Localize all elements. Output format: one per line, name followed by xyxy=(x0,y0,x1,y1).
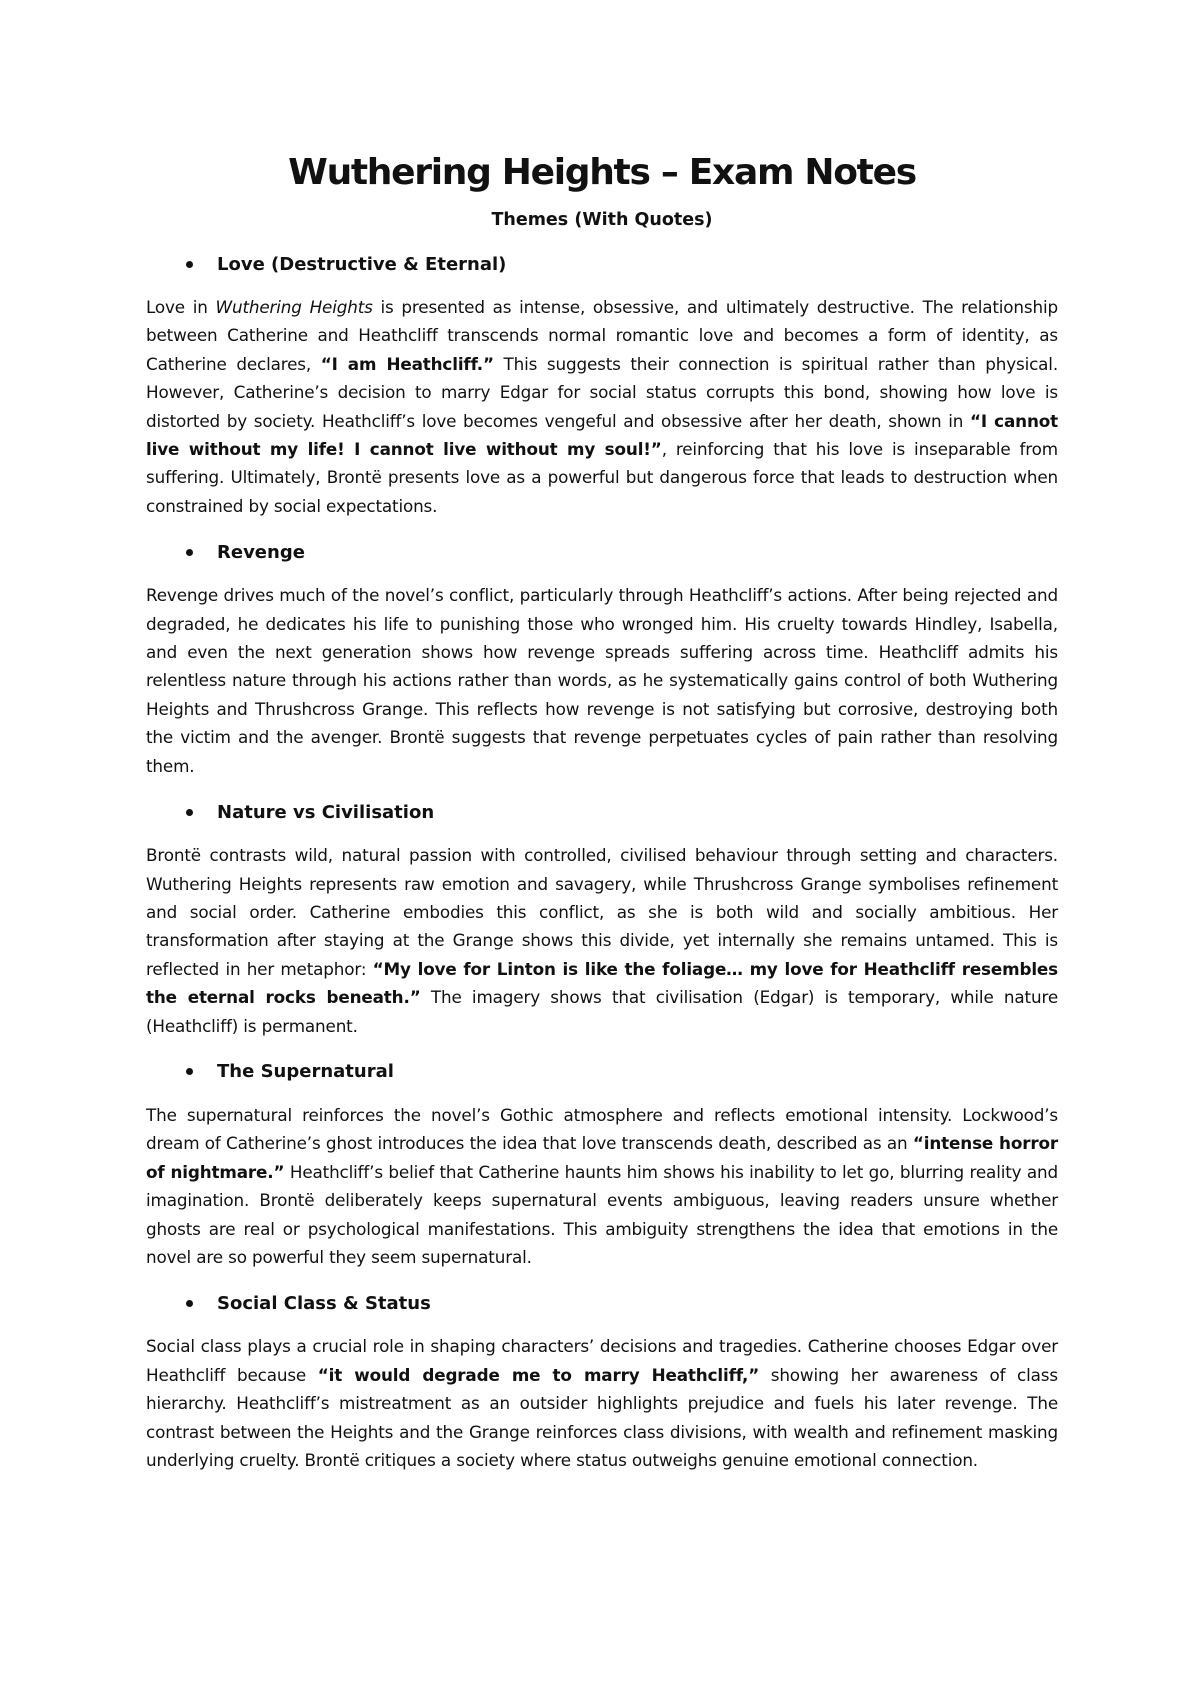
section-heading xyxy=(146,535,1058,569)
document-title: Wuthering Heights – Exam Notes xyxy=(288,152,916,193)
section-supernatural xyxy=(146,1055,1058,1271)
bullet-icon xyxy=(186,1300,193,1307)
quote-bold: “it would degrade me to marry Heathcliff,” xyxy=(317,1364,760,1385)
paragraph-text: is presented as intense, obsessive, and ultimately destructive. The relationship between Catherine and Heathcliff transcends normal romantic love and becomes a form of identity, as Catherine declares, xyxy=(146,297,1059,374)
bullet-icon xyxy=(186,1068,193,1075)
paragraph-text: This suggests their connection is spiritual rather than physical. However, Catherine’s decision to marry Edgar for social status corrupts this bond, showing how love is distorted by society. Heathcliff’s love becomes vengeful and obsessive after her death, shown in xyxy=(146,353,1059,431)
quote-bold: “intense horror of nightmare.” xyxy=(146,1133,1058,1182)
quote-bold: “I cannot live without my life! I cannot live without my soul!” xyxy=(146,410,1058,460)
section-heading-text: Love (Destructive & Eternal) xyxy=(217,253,507,275)
section-heading-text: Revenge xyxy=(217,541,305,563)
section-revenge xyxy=(146,535,1058,780)
paragraph-text: The supernatural reinforces the novel’s Gothic atmosphere and reflects emotional intensity. Lockwood’s dream of Catherine’s ghost introduces the idea that love transcends death, described as an xyxy=(146,1104,1058,1154)
section-heading xyxy=(146,1055,1058,1089)
bullet-icon xyxy=(186,261,193,268)
paragraph-text: Heathcliff’s belief that Catherine haunts him shows his inability to let go, blurring reality and imagination. Brontë deliberately keeps supernatural events ambiguous, leaving readers unsure whether ghosts are real or psychological manifestations. This ambiguity strengthens the idea that emotions in the novel are so powerful they seem supernatural. xyxy=(146,1161,1059,1267)
section-heading-text: Social Class & Status xyxy=(217,1292,431,1314)
paragraph-text: The imagery shows that civilisation (Edgar) is temporary, while nature (Heathcliff) is permanent. xyxy=(146,987,1059,1036)
section-paragraph xyxy=(146,581,1058,780)
section-paragraph xyxy=(146,1101,1058,1271)
document-subtitle: Themes (With Quotes) xyxy=(491,210,713,230)
quote-bold: “I am Heathcliff.” xyxy=(320,353,494,374)
section-heading-text: The Supernatural xyxy=(217,1061,394,1083)
novel-title-italic: Wuthering Heights xyxy=(215,297,373,317)
document-body xyxy=(146,150,1058,1474)
paragraph-text: Brontë contrasts wild, natural passion with controlled, civilised behaviour through setting and characters. Wuthering Heights represents raw emotion and savagery, while Thrushcross Grange symbolises refinement and social order. Catherine embodies this conflict, as she is both wild and socially ambitious. Her transformation after staying at the Grange shows this divide, yet internally she remains untamed. This is reflected in her metaphor: xyxy=(146,845,1058,979)
section-heading-text: Nature vs Civilisation xyxy=(217,801,435,823)
section-heading xyxy=(146,1286,1058,1320)
section-paragraph xyxy=(146,293,1058,520)
section-heading xyxy=(146,247,1058,281)
section-heading xyxy=(146,795,1058,829)
paragraph-text: , reinforcing that his love is inseparable from suffering. Ultimately, Brontë presents love as a powerful but dangerous force that leads to destruction when constrained by social expectations. xyxy=(146,439,1058,516)
section-paragraph xyxy=(146,1332,1058,1474)
section-love xyxy=(146,247,1058,520)
section-paragraph xyxy=(146,841,1058,1040)
paragraph-text: Love in xyxy=(146,297,216,317)
bullet-icon xyxy=(186,809,193,816)
paragraph-text: showing her awareness of class hierarchy. Heathcliff’s mistreatment as an outsider highlights prejudice and fuels his later revenge. The contrast between the Heights and the Grange reinforces class divisions, with wealth and refinement masking underlying cruelty. Brontë critiques a society where status outweighs genuine emotional connection. xyxy=(146,1364,1058,1470)
paragraph-text: Revenge drives much of the novel’s conflict, particularly through Heathcliff’s actions. After being rejected and degraded, he dedicates his life to punishing those who wronged him. His cruelty towards Hindley, Isabella, and even the next generation shows how revenge spreads suffering across time. Heathcliff admits his relentless nature through his actions rather than words, as he systematically gains control of both Wuthering Heights and Thrushcross Grange. This reflects how revenge is not satisfying but corrosive, destroying both the victim and the avenger. Brontë suggests that revenge perpetuates cycles of pain rather than resolving them. xyxy=(146,585,1058,776)
paragraph-text: Social class plays a crucial role in shaping characters’ decisions and tragedies. Catherine chooses Edgar over Heathcliff because xyxy=(146,1336,1058,1385)
bullet-icon xyxy=(186,549,193,556)
quote-bold: “My love for Linton is like the foliage… my love for Heathcliff resembles the eternal rocks beneath.” xyxy=(146,958,1058,1008)
section-nature-vs-civilisation xyxy=(146,795,1058,1040)
section-social-class xyxy=(146,1286,1058,1474)
